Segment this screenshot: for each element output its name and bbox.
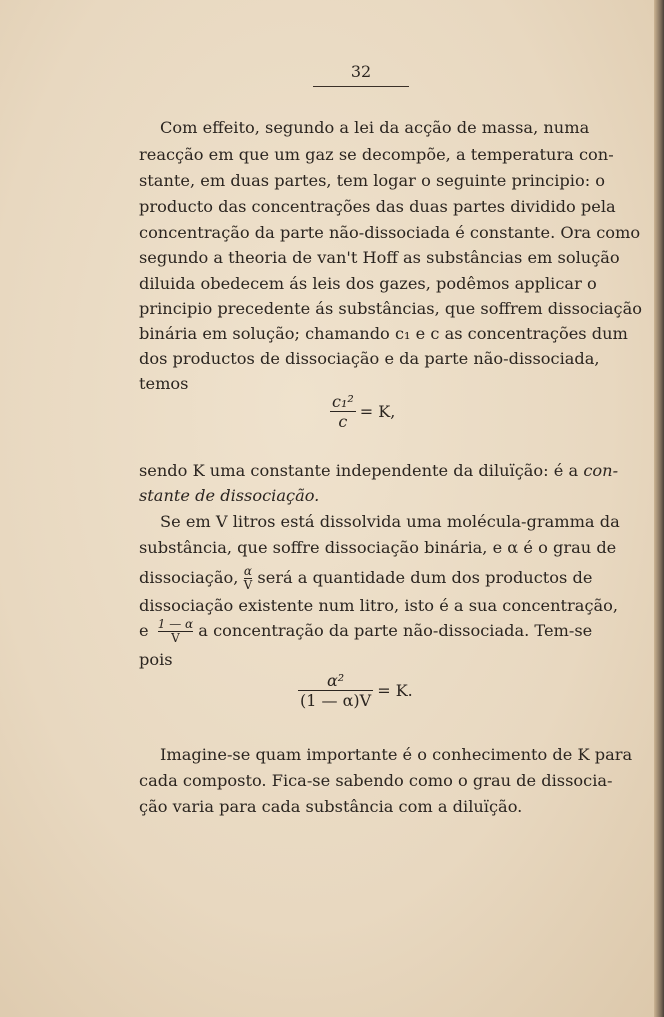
text-line: reacção em que um gaz se decompõe, a temperatura con- [139, 145, 614, 164]
text-line: producto das concentrações das duas partes dividido pela [139, 197, 616, 216]
equation-denominator: (1 — α)V [300, 691, 372, 710]
text-line: cada composto. Fica-se sabendo como o grau de dissocia- [139, 771, 613, 790]
italic-term: stante de dissociação. [139, 486, 320, 505]
fraction-denominator: V [171, 631, 180, 645]
text-span: será a quantidade dum dos productos de [257, 568, 593, 587]
text-span: sendo K uma constante independente da diluïção: é a [139, 461, 579, 480]
text-span: dissociação, [139, 568, 239, 587]
text-line: diluida obedecem ás leis dos gazes, podêmos applicar o [139, 274, 597, 293]
equation-dissociation-constant [330, 392, 395, 431]
equation-numerator: c₁² [332, 392, 354, 411]
inline-fraction [244, 565, 253, 592]
text-line: stante, em duas partes, tem logar o seguinte principio: o [139, 171, 606, 190]
fraction-numerator: α [243, 564, 252, 578]
text-line [139, 461, 619, 481]
fraction-denominator: V [243, 578, 253, 592]
text-line: temos [139, 374, 189, 393]
text-span: a concentração da parte não-dissociada. Tem-se [198, 621, 593, 640]
inline-fraction [158, 618, 193, 645]
italic-term: con- [583, 461, 619, 480]
equation-numerator: α² [326, 671, 345, 690]
text-line [139, 564, 593, 592]
text-line: dissociação existente num litro, isto é a sua concentração, [139, 596, 619, 615]
equation-degree-of-dissociation [298, 671, 413, 710]
text-line: Se em V litros está dissolvida uma molécula-gramma da [160, 512, 620, 531]
fraction-numerator: 1 — α [157, 617, 194, 631]
equation-fraction [298, 671, 373, 710]
page-number: 32 [350, 62, 372, 81]
text-line: pois [139, 650, 173, 669]
text-line: segundo a theoria de van't Hoff as substâncias em solução [139, 248, 620, 267]
equation-rhs: = K, [359, 402, 396, 421]
text-line: dos productos de dissociação e da parte não-dissociada, [139, 349, 600, 368]
text-line: concentração da parte não-dissociada é constante. Ora como [139, 223, 641, 242]
text-line: substância, que soffre dissociação binária, e α é o grau de [139, 538, 617, 557]
text-line: Imagine-se quam importante é o conhecimento de K para [160, 745, 633, 764]
text-line [139, 486, 577, 506]
text-line: ção varia para cada substância com a diluïção. [139, 797, 523, 816]
page-edge-shadow [654, 0, 664, 1017]
text-line: principio precedente ás substâncias, que soffrem dissociação [139, 299, 643, 318]
equation-rhs: = K. [377, 681, 413, 700]
text-line: binária em solução; chamando c₁ e c as concentrações dum [139, 324, 628, 343]
text-line [139, 617, 593, 645]
text-line: Com effeito, segundo a lei da acção de massa, numa [160, 118, 590, 137]
header-rule [313, 86, 409, 87]
equation-fraction [330, 392, 356, 431]
equation-denominator: c [338, 412, 348, 431]
text-span: e [139, 621, 149, 640]
